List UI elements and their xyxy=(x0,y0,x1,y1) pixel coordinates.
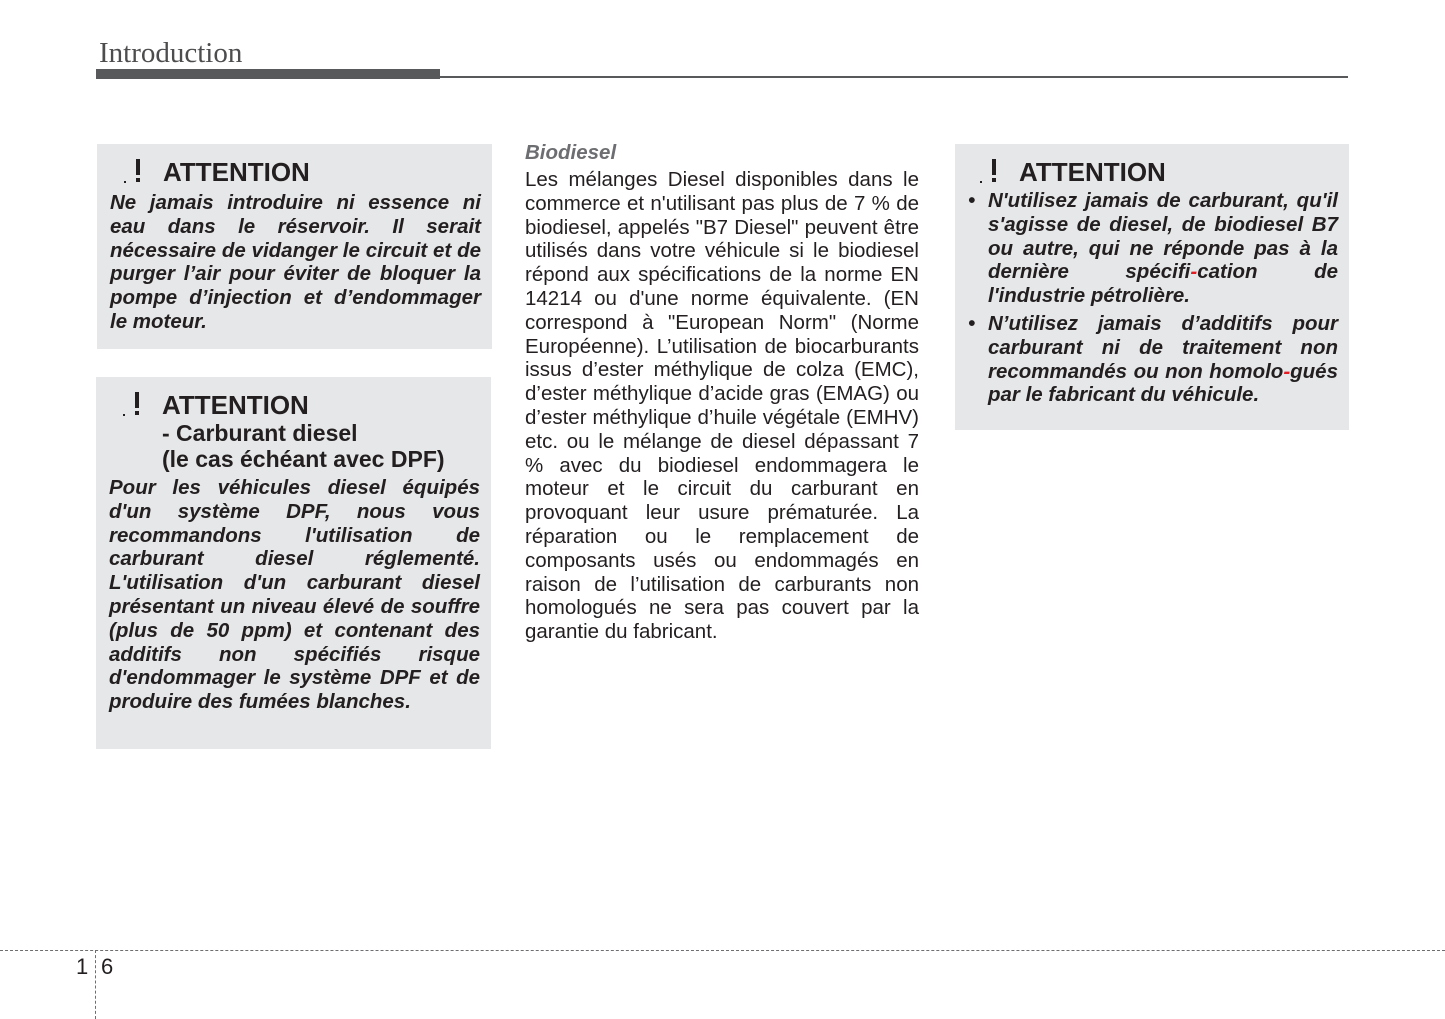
warning-exclamation-icon xyxy=(122,390,152,420)
warning-exclamation-icon xyxy=(979,157,1009,187)
attention-heading xyxy=(966,157,1338,187)
page-number: 6 xyxy=(101,954,114,979)
attention-box-additives xyxy=(955,144,1349,430)
attention-heading-text: ATTENTION xyxy=(1019,157,1166,187)
attention-text: Pour les véhicules diesel équipés d'un système DPF, nous vous recommandons l'utilisation de carburant diesel réglementé. L'utilisation d'un carburant diesel présentant un niveau élevé de souffre (plus de 50 ppm) et contenant des additifs non spécifiés risque d'endommager le système DPF et de produire des fumées blanches. xyxy=(109,476,480,714)
header-rule-thin xyxy=(440,76,1348,78)
attention-box-dpf xyxy=(96,377,491,749)
list-item: • N’utilisez jamais d’additifs pour carburant ni de traitement non recommandés ou non homolo-gués par le fabricant du véhicule. xyxy=(968,311,1338,407)
attention-subheading: - Carburant diesel xyxy=(162,420,358,446)
hyphen-mark: - xyxy=(1190,260,1198,284)
chapter-number: 1 xyxy=(76,954,89,979)
attention-heading-text: ATTENTION xyxy=(163,157,310,187)
biodiesel-section xyxy=(525,141,919,644)
section-body: Les mélanges Diesel disponibles dans le commerce et n'utilisant pas plus de 7 % de biodiesel, appelés "B7 Diesel" peuvent être utilisés dans votre véhicule si le biodiesel répond aux spécifications de la norme EN 14214 ou d'une norme équivalente. (EN correspond à "European Norm" (Norme Européenne). L’utilisation de biocarburants issus d’ester méthylique de colza (EMC), d’ester méthylique d’acide gras (EMAG) ou d’ester méthylique d’huile végétale (EMHV) etc. ou le mélange de diesel dépassant 7 % avec du biodiesel endommagera le moteur et le circuit du carburant en provoquant leur usure prématurée. La réparation ou le remplacement de composants usés ou endommagés en raison de l’utilisation de carburants non homologués ne sera pas couvert par la garantie du fabricant. xyxy=(525,168,919,644)
page-number-divider xyxy=(95,950,96,1019)
footer-divider xyxy=(0,950,1445,951)
attention-heading-text: ATTENTION xyxy=(162,390,309,420)
bullet-icon: • xyxy=(968,189,976,212)
hyphen-mark: - xyxy=(1283,359,1291,383)
list-item: • N'utilisez jamais de carburant, qu'il s'agisse de diesel, de biodiesel B7 ou autre, qui ne réponde pas à la dernière spécifi-cation de l'industrie pétrolière. xyxy=(968,189,1338,308)
attention-box-fuel xyxy=(97,144,492,349)
attention-heading xyxy=(109,390,480,420)
attention-bullet-list xyxy=(966,189,1338,407)
bullet-icon: • xyxy=(968,311,976,335)
section-heading: Biodiesel xyxy=(525,141,617,164)
attention-heading xyxy=(110,157,481,187)
warning-exclamation-icon xyxy=(123,157,153,187)
attention-text: Ne jamais introduire ni essence ni eau dans le réservoir. Il serait nécessaire de vidanger le circuit et de purger l’air pour éviter de bloquer la pompe d’injection et d’endommager le moteur. xyxy=(110,191,481,333)
page-section-title: Introduction xyxy=(99,37,243,69)
attention-subheading: (le cas échéant avec DPF) xyxy=(162,446,445,472)
header-rule-thick xyxy=(96,69,440,79)
